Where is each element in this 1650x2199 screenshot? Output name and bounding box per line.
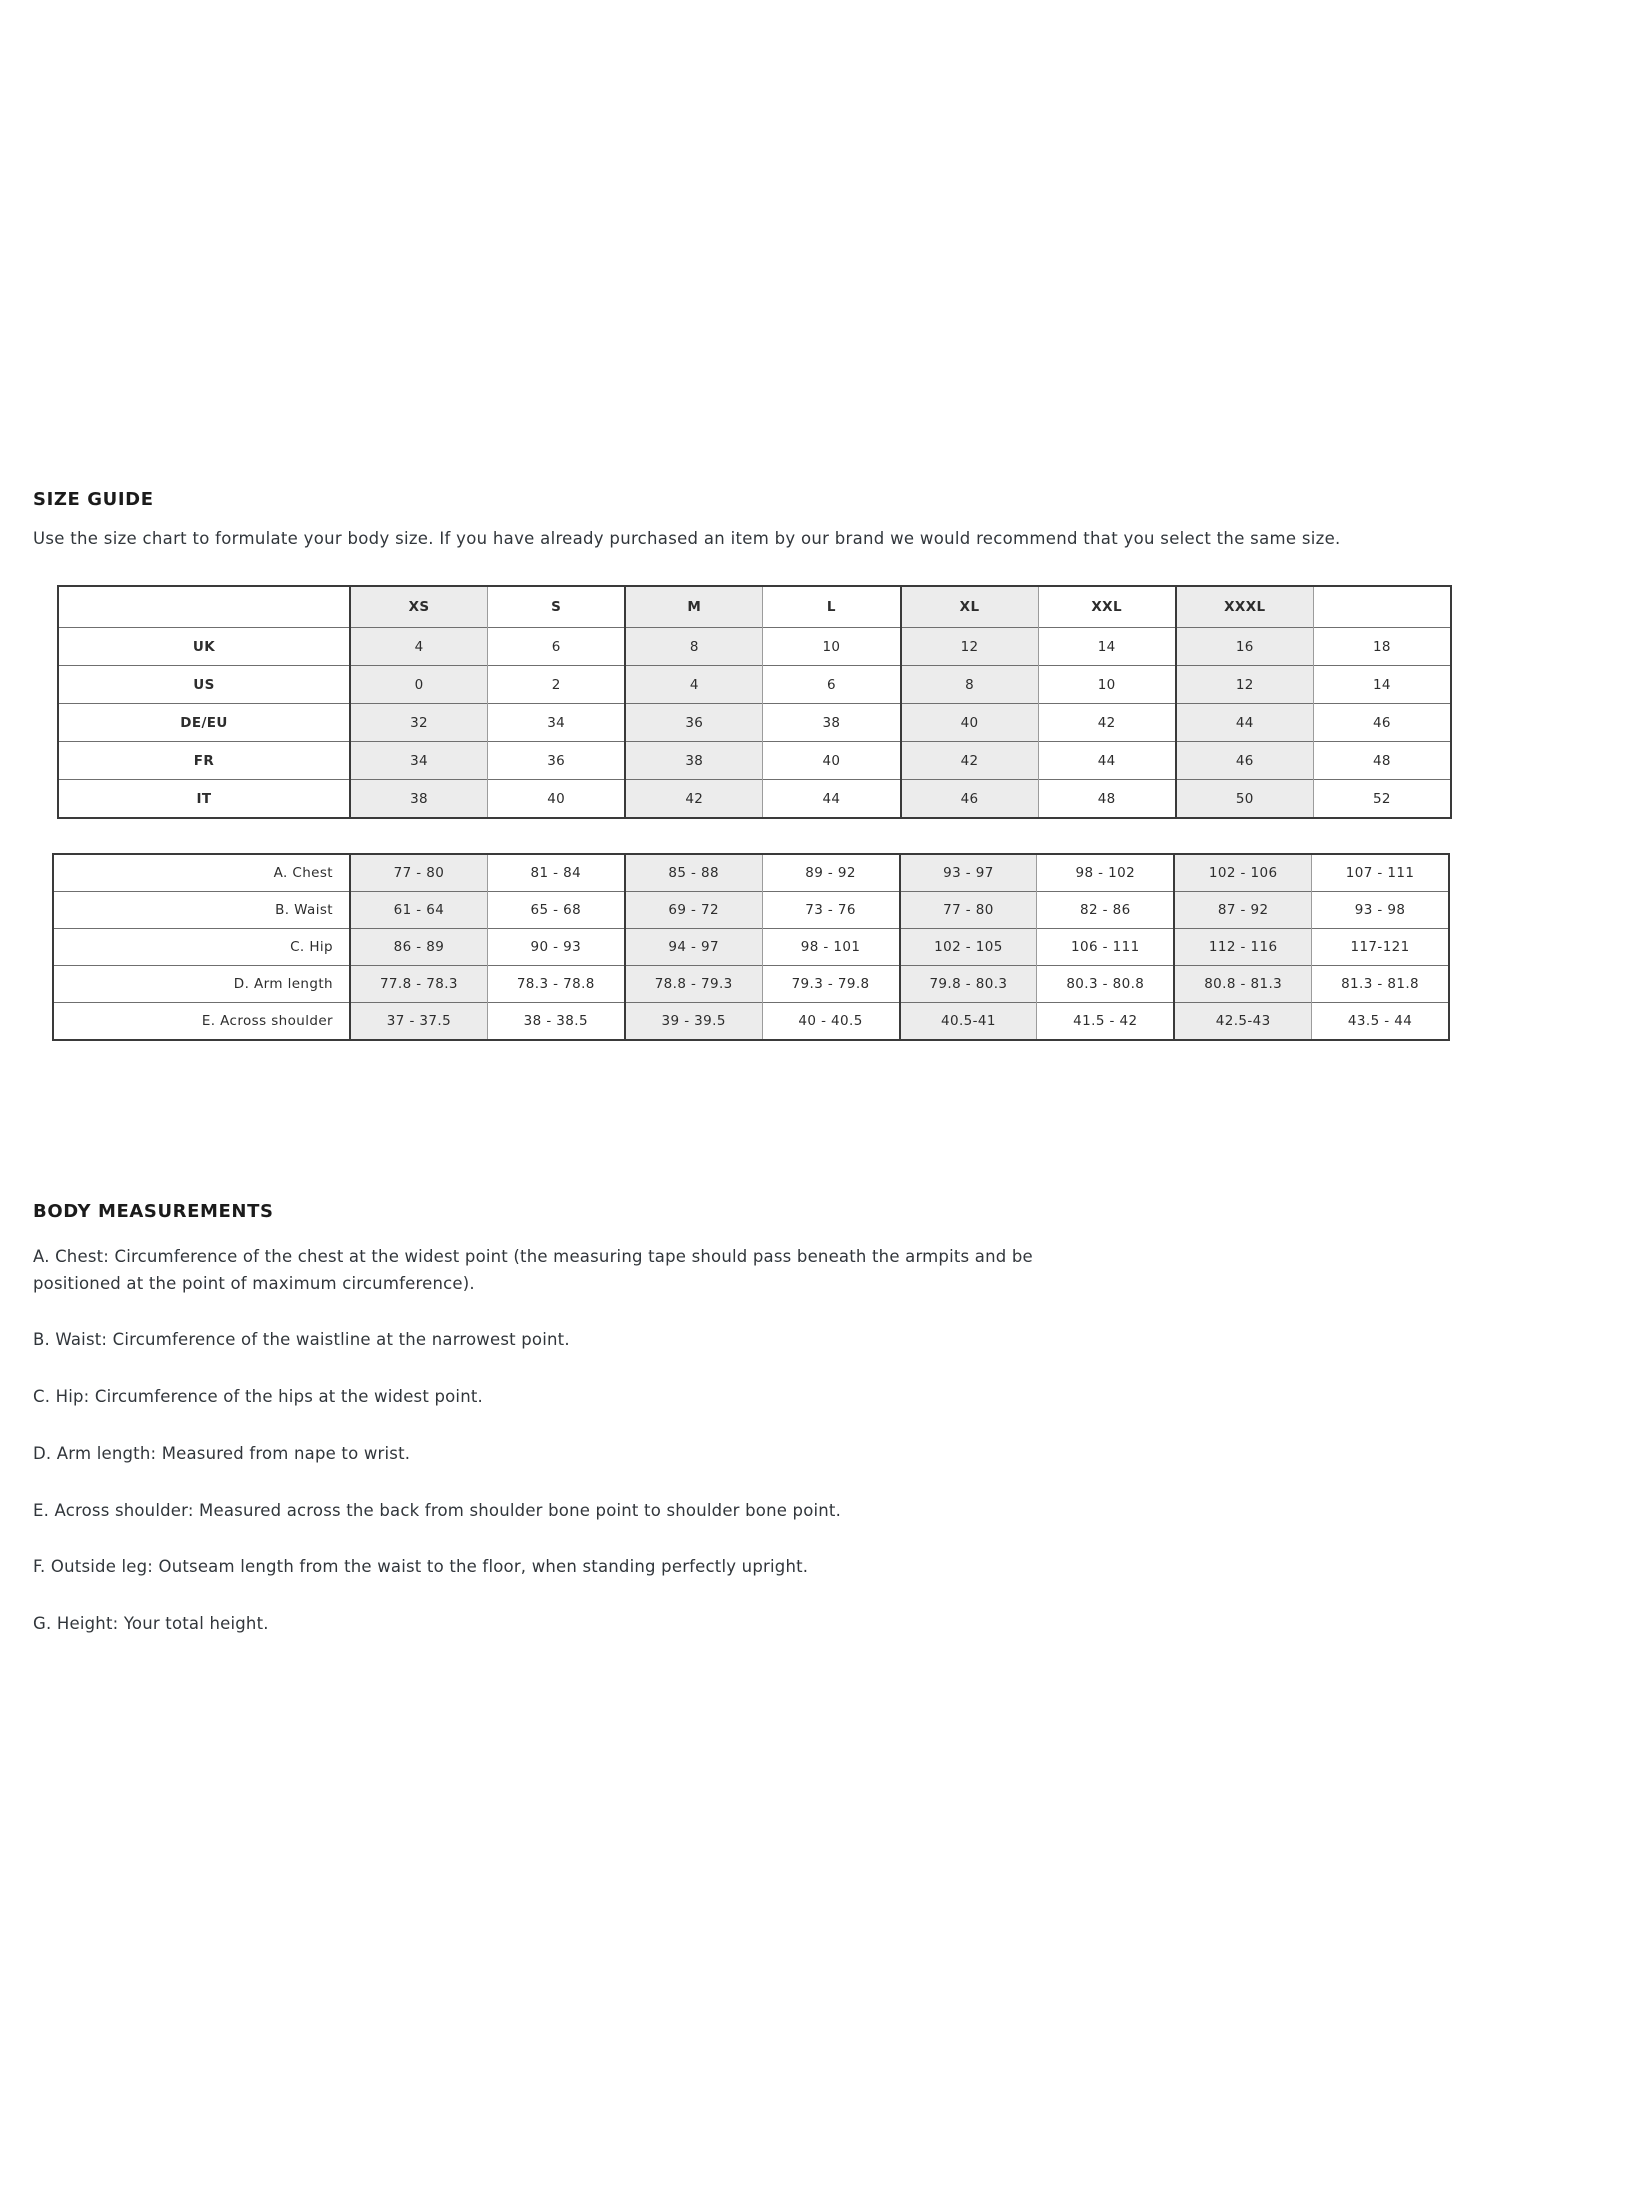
size-column-header: XS [350,586,488,628]
region-label: DE/EU [58,704,350,742]
size-value: 16 [1176,628,1314,666]
size-value: 44 [1038,742,1176,780]
size-value: 44 [763,780,901,819]
measurement-range: 90 - 93 [487,929,624,966]
size-value: 12 [901,628,1039,666]
measurement-range: 107 - 111 [1312,854,1449,892]
size-column-header [58,586,350,628]
size-value: 42 [625,780,763,819]
measurement-range: 82 - 86 [1037,892,1174,929]
measurement-range: 117-121 [1312,929,1449,966]
measurement-range: 85 - 88 [625,854,762,892]
measurement-range: 106 - 111 [1037,929,1174,966]
measurement-range: 77.8 - 78.3 [350,966,487,1003]
measurement-range: 86 - 89 [350,929,487,966]
size-table-row [58,742,1451,780]
measurement-definition: D. Arm length: Measured from nape to wrist. [33,1443,411,1463]
size-value: 34 [350,742,488,780]
size-value: 38 [763,704,901,742]
size-value: 38 [350,780,488,819]
size-value: 14 [1038,628,1176,666]
measurement-definition: E. Across shoulder: Measured across the back from shoulder bone point to shoulder bone point. [33,1500,842,1520]
size-column-header: XL [901,586,1039,628]
size-value: 46 [901,780,1039,819]
size-value: 0 [350,666,488,704]
measurement-range: 94 - 97 [625,929,762,966]
size-value: 42 [1038,704,1176,742]
size-value: 12 [1176,666,1314,704]
size-value: 32 [350,704,488,742]
measurement-label: C. Hip [53,929,350,966]
measurement-range: 77 - 80 [900,892,1037,929]
size-table-row [58,704,1451,742]
intro-text: Use the size chart to formulate your body size. If you have already purchased an item by our brand we would recommend that you select the same size. [33,529,1341,548]
size-value: 36 [488,742,626,780]
region-label: US [58,666,350,704]
size-value: 50 [1176,780,1314,819]
size-column-header: XXL [1038,586,1176,628]
size-column-header: L [763,586,901,628]
measurement-range: 43.5 - 44 [1312,1003,1449,1041]
size-value: 6 [488,628,626,666]
measurement-range: 87 - 92 [1174,892,1311,929]
measurement-definition: B. Waist: Circumference of the waistline at the narrowest point. [33,1330,570,1350]
size-value: 38 [625,742,763,780]
size-value: 8 [625,628,763,666]
size-value: 46 [1313,704,1451,742]
measurement-range: 69 - 72 [625,892,762,929]
measurement-range: 80.3 - 80.8 [1037,966,1174,1003]
measurement-label: B. Waist [53,892,350,929]
size-value: 52 [1313,780,1451,819]
measurement-range: 79.3 - 79.8 [762,966,899,1003]
measurement-range: 98 - 102 [1037,854,1174,892]
measurement-table-row [53,1003,1449,1041]
measurement-range: 89 - 92 [762,854,899,892]
measurement-range: 73 - 76 [762,892,899,929]
measurement-range: 40.5-41 [900,1003,1037,1041]
region-label: IT [58,780,350,819]
size-value: 48 [1038,780,1176,819]
measurement-range: 79.8 - 80.3 [900,966,1037,1003]
measurement-range: 80.8 - 81.3 [1174,966,1311,1003]
measurement-range: 102 - 105 [900,929,1037,966]
size-value: 10 [763,628,901,666]
size-value: 44 [1176,704,1314,742]
measurement-definition: C. Hip: Circumference of the hips at the widest point. [33,1387,483,1407]
measurement-range: 93 - 98 [1312,892,1449,929]
size-table-body [58,628,1451,819]
size-table-row [58,628,1451,666]
measurement-definitions [33,1244,1113,1638]
size-value: 46 [1176,742,1314,780]
size-table-row [58,666,1451,704]
size-value: 42 [901,742,1039,780]
measurement-label: A. Chest [53,854,350,892]
size-value: 2 [488,666,626,704]
size-table-header-row [58,586,1451,628]
body-measurements-section [33,1201,1113,1638]
size-value: 40 [901,704,1039,742]
size-column-header: XXXL [1176,586,1314,628]
measurement-range: 112 - 116 [1174,929,1311,966]
size-value: 18 [1313,628,1451,666]
size-value: 34 [488,704,626,742]
measurement-table-row [53,929,1449,966]
measurement-table-row [53,854,1449,892]
measurement-range: 102 - 106 [1174,854,1311,892]
size-value: 4 [625,666,763,704]
size-value: 14 [1313,666,1451,704]
size-value: 36 [625,704,763,742]
body-measurements-title: BODY MEASUREMENTS [33,1201,274,1222]
measurement-range: 81.3 - 81.8 [1312,966,1449,1003]
region-label: FR [58,742,350,780]
size-table-row [58,780,1451,819]
measurement-range: 98 - 101 [762,929,899,966]
measurement-table-row [53,892,1449,929]
measurement-label: D. Arm length [53,966,350,1003]
body-measurement-table [52,853,1450,1041]
measurement-range: 41.5 - 42 [1037,1003,1174,1041]
size-conversion-table [57,585,1452,819]
measurement-range: 77 - 80 [350,854,487,892]
size-value: 4 [350,628,488,666]
measurement-range: 93 - 97 [900,854,1037,892]
region-label: UK [58,628,350,666]
measurement-range: 61 - 64 [350,892,487,929]
measurement-label: E. Across shoulder [53,1003,350,1041]
measurement-range: 78.8 - 79.3 [625,966,762,1003]
size-value: 10 [1038,666,1176,704]
measurement-range: 65 - 68 [487,892,624,929]
size-value: 40 [488,780,626,819]
size-column-header: S [488,586,626,628]
measurement-definition: G. Height: Your total height. [33,1614,269,1634]
measurement-definition: F. Outside leg: Outseam length from the waist to the floor, when standing perfectly upright. [33,1557,809,1577]
measurement-range: 39 - 39.5 [625,1003,762,1041]
size-value: 8 [901,666,1039,704]
size-table-header [58,586,1451,628]
measurement-range: 78.3 - 78.8 [487,966,624,1003]
measurement-range: 81 - 84 [487,854,624,892]
size-value: 48 [1313,742,1451,780]
measurement-table-body [53,854,1449,1040]
measurement-range: 40 - 40.5 [762,1003,899,1041]
measurement-table-row [53,966,1449,1003]
measurement-range: 38 - 38.5 [487,1003,624,1041]
measurement-range: 37 - 37.5 [350,1003,487,1041]
size-column-header [1313,586,1451,628]
page-title: SIZE GUIDE [33,489,154,510]
size-value: 40 [763,742,901,780]
size-value: 6 [763,666,901,704]
measurement-range: 42.5-43 [1174,1003,1311,1041]
size-column-header: M [625,586,763,628]
measurement-definition: A. Chest: Circumference of the chest at the widest point (the measuring tape should pass beneath the armpits and be positioned at the point of maximum circumference). [33,1247,1033,1293]
